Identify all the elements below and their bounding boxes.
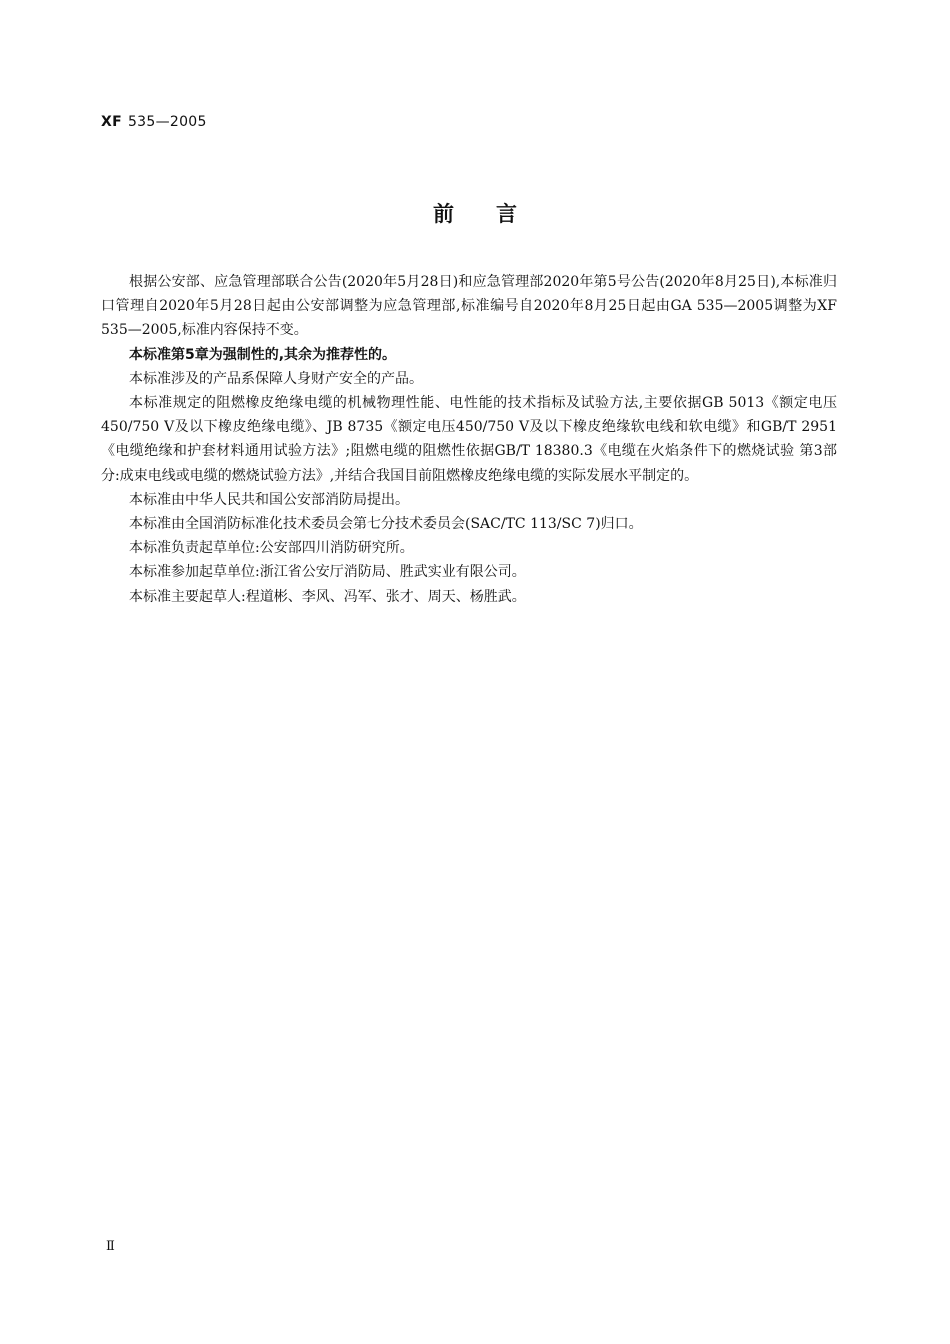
- paragraph-basis: 本标准规定的阻燃橡皮绝缘电缆的机械物理性能、电性能的技术指标及试验方法,主要依据GB 5013《额定电压450/750 V及以下橡皮绝缘电缆》、JB 8735《额定电压450/750 V及以下橡皮绝缘软电线和软电缆》和GB/T 2951《电缆绝缘和护套材料通用试验方法》;阻燃电缆的阻燃性依据GB/T 18380.3《电缆在火焰条件下的燃烧试验 第3部分:成束电线或电缆的燃烧试验方法》,并结合我国目前阻燃橡皮绝缘电缆的实际发展水平制定的。: [101, 395, 837, 484]
- standard-number: 535—2005: [127, 114, 207, 130]
- paragraph-mandatory-note: 本标准第5章为强制性的,其余为推荐性的。: [129, 346, 397, 363]
- standard-code: [101, 114, 207, 130]
- paragraph-participating-drafters: 本标准参加起草单位:浙江省公安厅消防局、胜武实业有限公司。: [129, 564, 526, 581]
- standard-prefix: XF: [101, 114, 122, 130]
- page-title: 前言: [433, 202, 559, 226]
- page-number: Ⅱ: [106, 1239, 115, 1254]
- paragraph-lead-drafter: 本标准负责起草单位:公安部四川消防研究所。: [129, 540, 414, 557]
- paragraph-committee: 本标准由全国消防标准化技术委员会第七分技术委员会(SAC/TC 113/SC 7)归口。: [129, 516, 643, 533]
- paragraph-main-drafters: 本标准主要起草人:程道彬、李风、冯军、张才、周天、杨胜武。: [129, 588, 526, 605]
- paragraph-announcement: 根据公安部、应急管理部联合公告(2020年5月28日)和应急管理部2020年第5号公告(2020年8月25日),本标准归口管理自2020年5月28日起由公安部调整为应急管理部,标准编号自2020年8月25日起由GA 535—2005调整为XF 535—2005,标准内容保持不变。: [101, 274, 837, 339]
- foreword-body: [101, 270, 837, 609]
- paragraph-safety-note: 本标准涉及的产品系保障人身财产安全的产品。: [129, 370, 423, 387]
- paragraph-proposer: 本标准由中华人民共和国公安部消防局提出。: [129, 491, 409, 508]
